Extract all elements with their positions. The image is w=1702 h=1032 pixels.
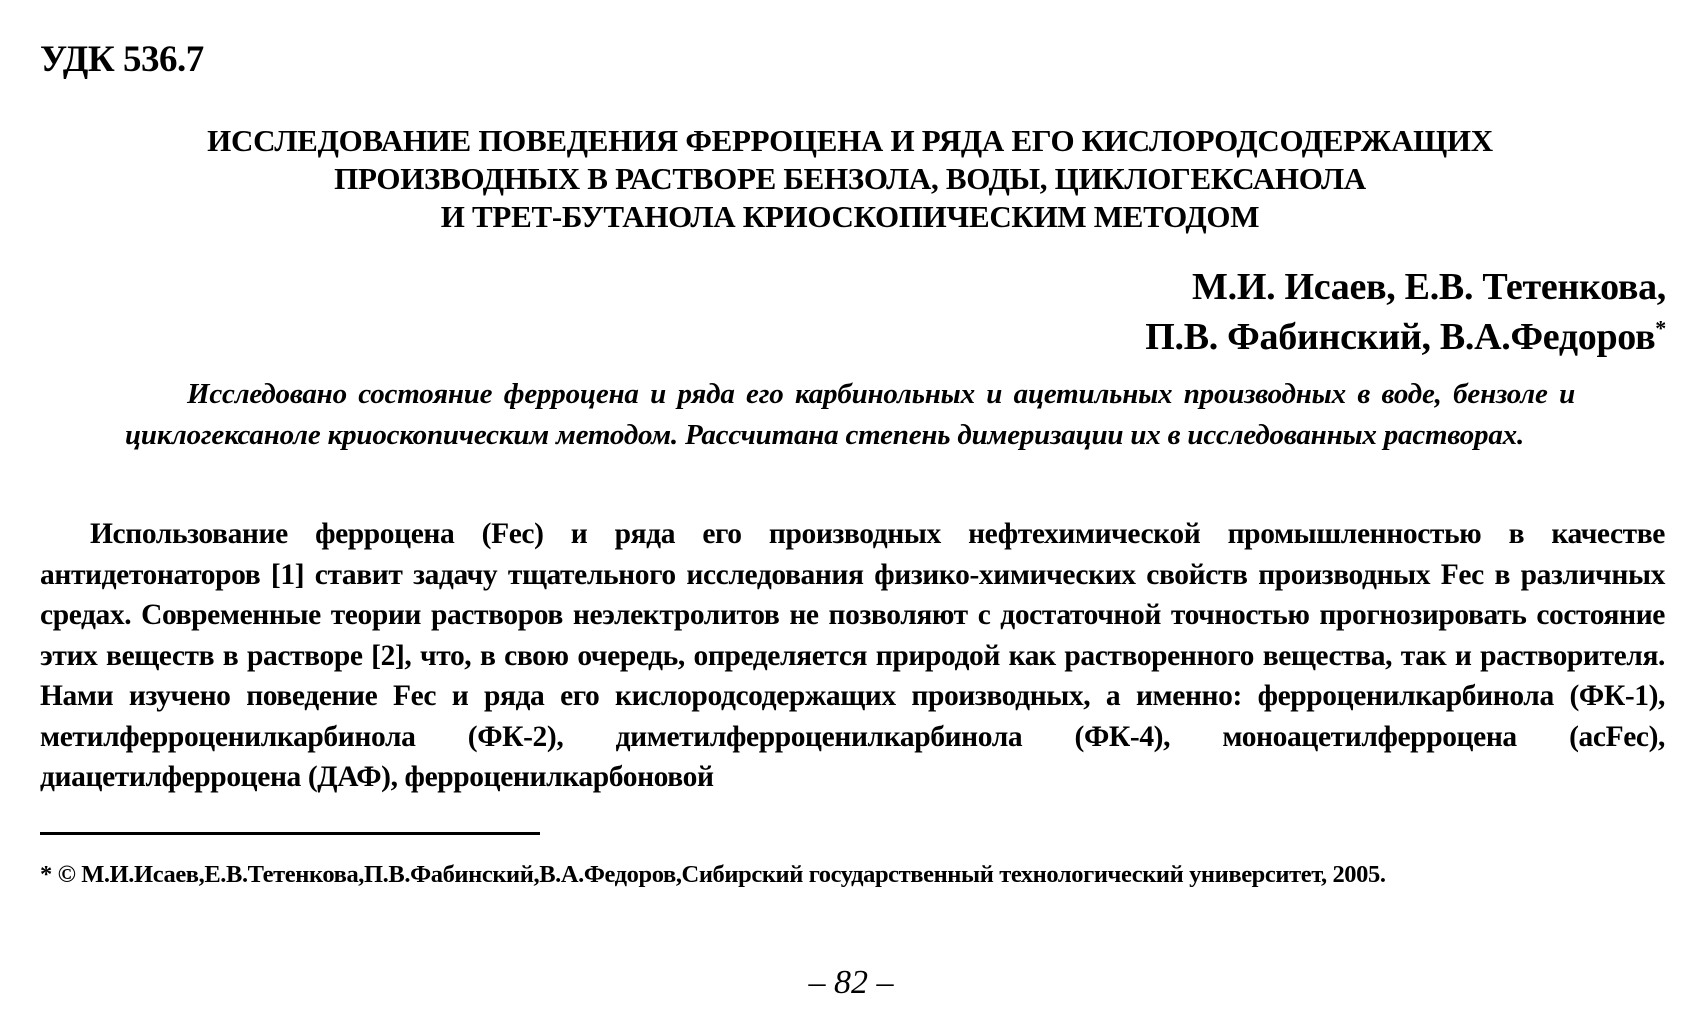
page-number: – 82 – [808, 964, 894, 1001]
author-line-text: П.В. Фабинский, В.А.Федоров [1145, 316, 1656, 358]
author-line [1145, 312, 1666, 362]
paper-title [40, 122, 1660, 236]
author-list [1145, 262, 1666, 362]
udk-code: УДК 536.7 [40, 39, 204, 80]
footnote-divider [40, 832, 540, 835]
title-line: И ТРЕТ-БУТАНОЛА КРИОСКОПИЧЕСКИМ МЕТОДОМ [440, 199, 1260, 234]
footnote: * © М.И.Исаев,Е.В.Тетенкова,П.В.Фабинский,В.А.Федоров,Сибирский государственный технологический университет, 2005. [40, 861, 1386, 888]
footnote-mark: * [1655, 315, 1666, 341]
title-line: ИССЛЕДОВАНИЕ ПОВЕДЕНИЯ ФЕРРОЦЕНА И РЯДА ЕГО КИСЛОРОДСОДЕРЖАЩИХ [207, 123, 1493, 158]
body-paragraph: Использование ферроцена (Fec) и ряда его производных нефтехимической промышленностью в качестве антидетонаторов [1] ставит задачу тщательного исследования физико-химических свойств производных Fec в различных средах. Современные теории растворов неэлектролитов не позволяют с достаточной точностью прогнозировать состояние этих веществ в растворе [2], что, в свою очередь, определяется природой как растворенного вещества, так и растворителя. Нами изучено поведение Fec и ряда его кислородсодержащих производных, а именно: ферроценилкарбинола (ФК-1), метилферроценилкарбинола (ФК-2), диметилферроценилкарбинола (ФК-4), моноацетилферроцена (acFec), диацетилферроцена (ДАФ), ферроценилкарбоновой [40, 518, 1665, 793]
title-line: ПРОИЗВОДНЫХ В РАСТВОРЕ БЕНЗОЛА, ВОДЫ, ЦИКЛОГЕКСАНОЛА [334, 161, 1366, 196]
author-line: М.И. Исаев, Е.В. Тетенкова, [1192, 266, 1666, 308]
abstract: Исследовано состояние ферроцена и ряда его карбинольных и ацетильных производных в воде, бензоле и циклогексаноле криоскопическим методом. Рассчитана степень димеризации их в исследованных растворах. [125, 378, 1575, 451]
